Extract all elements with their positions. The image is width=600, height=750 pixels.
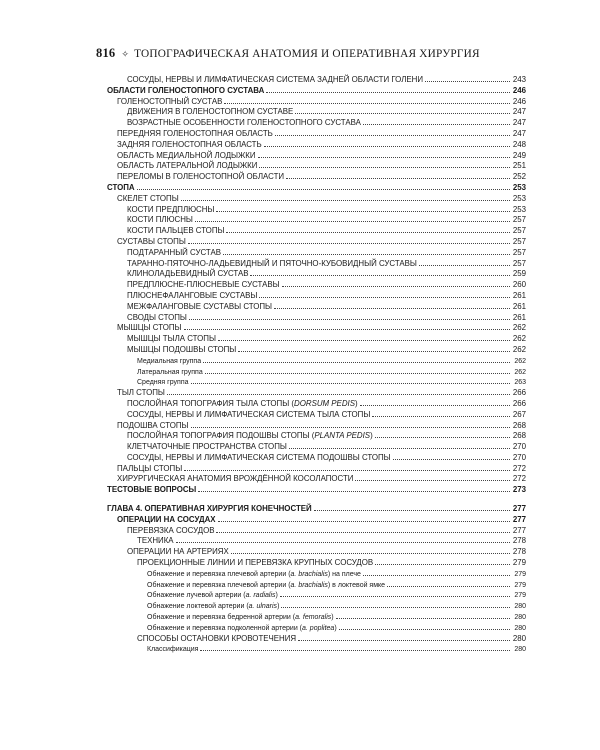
toc-entry-title: КЛЕТЧАТОЧНЫЕ ПРОСТРАНСТВА СТОПЫ [127, 442, 287, 452]
toc-entry[interactable] [107, 268, 526, 279]
toc-entry[interactable] [107, 204, 526, 215]
dot-leader [258, 150, 510, 158]
latin-term: DORSUM PEDIS [294, 398, 355, 408]
toc-page-number: 277 [512, 525, 526, 535]
dot-leader [274, 301, 510, 309]
dot-leader [250, 268, 510, 276]
toc-page-number: 253 [512, 204, 526, 214]
toc-entry[interactable] [107, 171, 526, 182]
toc-entry-title: СВОДЫ СТОПЫ [127, 312, 187, 322]
toc-page-number: 268 [512, 420, 526, 430]
latin-term: a. brachialis [290, 581, 328, 589]
dot-leader [282, 279, 510, 287]
toc-entry-title: ВОЗРАСТНЫЕ ОСОБЕННОСТИ ГОЛЕНОСТОПНОГО СУСТАВА [127, 118, 361, 128]
dot-leader [275, 128, 510, 136]
toc-entry-title: СОСУДЫ, НЕРВЫ И ЛИМФАТИЧЕСКАЯ СИСТЕМА ТЫЛА СТОПЫ [127, 409, 371, 419]
toc-entry[interactable] [107, 150, 526, 161]
dot-leader [259, 160, 510, 168]
toc-entry-title: Обнажение и перевязка плечевой артерии (a. brachialis) на плече [147, 570, 361, 578]
toc-entry[interactable] [107, 441, 526, 452]
toc-entry[interactable] [107, 398, 526, 409]
toc-page-number: 246 [512, 85, 526, 95]
toc-entry[interactable] [107, 344, 526, 355]
toc-entry[interactable] [107, 139, 526, 150]
dot-leader [216, 204, 510, 212]
toc-page-number: 262 [512, 323, 526, 333]
dot-leader [200, 643, 510, 651]
toc-entry-title: Медиальная группа [137, 357, 202, 365]
toc-entry-title: Обнажение и перевязка подколенной артерии (a. poplitea) [147, 624, 337, 632]
dot-leader [224, 96, 510, 104]
toc-entry[interactable] [107, 214, 526, 225]
toc-entry[interactable] [107, 611, 526, 622]
toc-page-number: 252 [512, 172, 526, 182]
toc-entry-title: ПОДТАРАННЫЙ СУСТАВ [127, 247, 222, 257]
dot-leader [181, 193, 510, 201]
toc-entry-title: ТЕСТОВЫЕ ВОПРОСЫ [107, 485, 197, 495]
toc-entry[interactable] [107, 96, 526, 107]
toc-entry[interactable] [107, 236, 526, 247]
toc-entry[interactable] [107, 312, 526, 323]
toc-entry-title: КОСТИ ПАЛЬЦЕВ СТОПЫ [127, 226, 225, 236]
dot-leader [339, 622, 510, 630]
toc-entry[interactable] [107, 568, 526, 579]
toc-page-number: 278 [512, 547, 526, 557]
toc-page-number: 270 [512, 452, 526, 462]
toc-entry-title: ОПЕРАЦИИ НА АРТЕРИЯХ [127, 547, 229, 557]
toc-page-number: 266 [512, 388, 526, 398]
toc-page-number: 277 [512, 504, 526, 514]
toc-entry-title: ПЕРЕВЯЗКА СОСУДОВ [127, 525, 215, 535]
dot-leader [259, 290, 510, 298]
toc-entry-title: СУСТАВЫ СТОПЫ [117, 236, 186, 246]
dot-leader [289, 441, 510, 449]
dot-leader [198, 484, 510, 492]
dot-leader [264, 139, 510, 147]
toc-page-number: 280 [514, 614, 526, 622]
toc-page-number: 268 [512, 431, 526, 441]
running-title: ТОПОГРАФИЧЕСКАЯ АНАТОМИЯ И ОПЕРАТИВНАЯ ХИРУРГИЯ [134, 48, 480, 60]
toc-page-number: 257 [512, 226, 526, 236]
dot-leader [184, 463, 510, 471]
toc-page-number: 259 [512, 269, 526, 279]
toc-entry[interactable] [107, 579, 526, 590]
dot-leader [195, 214, 510, 222]
toc-page-number: 279 [514, 581, 526, 589]
toc-entry-title: Латеральная группа [137, 368, 203, 376]
toc-page-number: 272 [512, 474, 526, 484]
toc-page-number: 257 [512, 258, 526, 268]
latin-term: a. poplitea [302, 624, 335, 632]
dot-leader [360, 398, 510, 406]
toc-page-number: 257 [512, 236, 526, 246]
toc-page-number: 263 [514, 379, 526, 387]
dot-leader [218, 514, 510, 522]
toc-entry-title: СПОСОБЫ ОСТАНОВКИ КРОВОТЕЧЕНИЯ [137, 633, 297, 643]
toc-entry[interactable] [107, 279, 526, 290]
toc-entry-title: ПРОЕКЦИОННЫЕ ЛИНИИ И ПЕРЕВЯЗКА КРУПНЫХ СОСУДОВ [137, 558, 374, 568]
table-of-contents [107, 74, 526, 654]
toc-entry-title: Классификация [147, 646, 199, 654]
toc-entry[interactable] [107, 258, 526, 269]
toc-entry-title: МЫШЦЫ СТОПЫ [117, 323, 182, 333]
toc-entry-title: Обнажение и перевязка бедренной артерии (a. femoralis) [147, 614, 334, 622]
dot-leader [298, 633, 510, 641]
toc-entry-title: ОПЕРАЦИИ НА СОСУДАХ [117, 514, 216, 524]
dot-leader [231, 546, 510, 554]
toc-entry[interactable] [107, 333, 526, 344]
toc-entry[interactable] [107, 376, 526, 387]
toc-entry-title: Средняя группа [137, 379, 189, 387]
toc-entry-title: ТЫЛ СТОПЫ [117, 388, 165, 398]
toc-page-number: 249 [512, 150, 526, 160]
toc-entry-title: ГЛАВА 4. ОПЕРАТИВНАЯ ХИРУРГИЯ КОНЕЧНОСТЕЙ [107, 504, 312, 514]
toc-page-number: 253 [512, 193, 526, 203]
toc-entry-title: Обнажение и перевязка плечевой артерии (a. brachialis) в локтевой ямке [147, 581, 386, 589]
toc-entry[interactable] [107, 409, 526, 420]
toc-entry[interactable] [107, 525, 526, 536]
toc-entry-title: ПЛЮСНЕФАЛАНГОВЫЕ СУСТАВЫ [127, 290, 258, 300]
toc-entry-title: ДВИЖЕНИЯ В ГОЛЕНОСТОПНОМ СУСТАВЕ [127, 107, 294, 117]
page-number: 816 [96, 46, 116, 60]
toc-page-number: 280 [514, 646, 526, 654]
dot-leader [189, 312, 510, 320]
toc-entry-title: СКЕЛЕТ СТОПЫ [117, 193, 179, 203]
toc-entry[interactable] [107, 160, 526, 171]
toc-entry[interactable] [107, 557, 526, 568]
toc-page-number: 260 [512, 280, 526, 290]
toc-page-number: 246 [512, 96, 526, 106]
toc-entry-title: КЛИНОЛАДЬЕВИДНЫЙ СУСТАВ [127, 269, 249, 279]
toc-page-number: 267 [512, 409, 526, 419]
toc-entry[interactable] [107, 622, 526, 633]
toc-entry-title: КОСТИ ПРЕДПЛЮСНЫ [127, 204, 215, 214]
toc-entry[interactable] [107, 600, 526, 611]
toc-entry-title: СТОПА [107, 182, 135, 192]
dot-leader [372, 409, 510, 417]
toc-entry-title: ПЕРЕДНЯЯ ГОЛЕНОСТОПНАЯ ОБЛАСТЬ [117, 128, 273, 138]
latin-term: PLANTA PEDIS [314, 431, 371, 441]
toc-entry-title: ГОЛЕНОСТОПНЫЙ СУСТАВ [117, 96, 223, 106]
toc-page-number: 247 [512, 128, 526, 138]
toc-page-number: 280 [514, 603, 526, 611]
toc-entry[interactable] [107, 514, 526, 525]
toc-entry-title: ПОСЛОЙНАЯ ТОПОГРАФИЯ ТЫЛА СТОПЫ (DORSUM PEDIS) [127, 398, 358, 408]
toc-entry-title: ПОСЛОЙНАЯ ТОПОГРАФИЯ ПОДОШВЫ СТОПЫ (PLANTA PEDIS) [127, 431, 373, 441]
toc-page-number: 262 [514, 368, 526, 376]
latin-term: a. femoralis [295, 614, 332, 622]
toc-page-number: 257 [512, 215, 526, 225]
toc-entry[interactable] [107, 85, 526, 96]
toc-entry-title: ОБЛАСТИ ГОЛЕНОСТОПНОГО СУСТАВА [107, 85, 265, 95]
toc-entry-title: МЫШЦЫ ПОДОШВЫ СТОПЫ [127, 344, 237, 354]
toc-page-number: 248 [512, 139, 526, 149]
toc-entry[interactable] [107, 643, 526, 654]
toc-page-number: 262 [512, 334, 526, 344]
dot-leader [363, 568, 510, 576]
dot-leader [167, 387, 510, 395]
dot-leader [393, 452, 510, 460]
toc-page-number: 261 [512, 312, 526, 322]
toc-entry[interactable] [107, 546, 526, 557]
toc-page-number: 273 [512, 485, 526, 495]
toc-entry[interactable] [107, 633, 526, 644]
toc-entry[interactable] [107, 128, 526, 139]
toc-page-number: 279 [512, 558, 526, 568]
dot-leader [281, 600, 510, 608]
toc-page-number: 261 [512, 290, 526, 300]
toc-entry-title: ЗАДНЯЯ ГОЛЕНОСТОПНАЯ ОБЛАСТЬ [117, 139, 262, 149]
toc-entry-title: ТЕХНИКА [137, 536, 174, 546]
dot-leader [355, 473, 510, 481]
latin-term: a. ulnaris [248, 603, 278, 611]
toc-entry-title: ПЕРЕЛОМЫ В ГОЛЕНОСТОПНОЙ ОБЛАСТИ [117, 172, 285, 182]
toc-entry[interactable] [107, 503, 526, 514]
toc-page-number: 262 [512, 344, 526, 354]
dot-leader [419, 258, 510, 266]
dot-leader [266, 85, 510, 93]
dot-leader [216, 525, 510, 533]
dot-leader [314, 503, 510, 511]
dot-leader [226, 225, 510, 233]
toc-page-number: 261 [512, 301, 526, 311]
latin-term: a. radialis [245, 592, 276, 600]
toc-page-number: 247 [512, 118, 526, 128]
dot-leader [218, 333, 510, 341]
toc-entry[interactable] [107, 193, 526, 204]
toc-entry[interactable] [107, 355, 526, 366]
dot-leader [295, 106, 510, 114]
toc-page-number: 243 [512, 75, 526, 84]
toc-entry-title: ПОДОШВА СТОПЫ [117, 420, 189, 430]
toc-page-number: 278 [512, 536, 526, 546]
dot-leader [280, 589, 510, 597]
toc-entry[interactable] [107, 366, 526, 377]
toc-page-number: 262 [514, 357, 526, 365]
toc-entry[interactable] [107, 473, 526, 484]
toc-entry[interactable] [107, 420, 526, 431]
toc-entry-title: ТАРАННО-ПЯТОЧНО-ЛАДЬЕВИДНЫЙ И ПЯТОЧНО-КУБОВИДНЫЙ СУСТАВЫ [127, 258, 417, 268]
toc-entry[interactable] [107, 535, 526, 546]
toc-page-number: 280 [512, 633, 526, 643]
toc-page-number: 253 [512, 182, 526, 192]
dot-leader [223, 247, 510, 255]
dot-leader [425, 74, 510, 82]
latin-term: a. brachialis [290, 570, 328, 578]
toc-page-number: 251 [512, 161, 526, 171]
toc-entry[interactable] [107, 117, 526, 128]
toc-entry-title: Обнажение лучевой артерии (a. radialis) [147, 592, 278, 600]
section-gap [107, 495, 526, 503]
header-ornament-icon: ✧ [121, 49, 130, 59]
toc-entry-title: СОСУДЫ, НЕРВЫ И ЛИМФАТИЧЕСКАЯ СИСТЕМА ЗАДНЕЙ ОБЛАСТИ ГОЛЕНИ [127, 75, 424, 84]
toc-entry-title: МЕЖФАЛАНГОВЫЕ СУСТАВЫ СТОПЫ [127, 301, 273, 311]
toc-entry[interactable] [107, 484, 526, 495]
dot-leader [176, 535, 510, 543]
toc-page-number: 266 [512, 398, 526, 408]
dot-leader [191, 420, 511, 428]
dot-leader [363, 117, 510, 125]
toc-page-number: 270 [512, 442, 526, 452]
dot-leader [336, 611, 510, 619]
toc-entry-title: МЫШЦЫ ТЫЛА СТОПЫ [127, 334, 216, 344]
toc-entry[interactable] [107, 182, 526, 193]
dot-leader [238, 344, 510, 352]
dot-leader [191, 376, 510, 384]
toc-entry-title: СОСУДЫ, НЕРВЫ И ЛИМФАТИЧЕСКАЯ СИСТЕМА ПОДОШВЫ СТОПЫ [127, 452, 391, 462]
toc-entry-title: КОСТИ ПЛЮСНЫ [127, 215, 193, 225]
toc-page-number: 279 [514, 570, 526, 578]
toc-entry[interactable] [107, 589, 526, 600]
dot-leader [184, 322, 511, 330]
toc-entry[interactable] [107, 463, 526, 474]
toc-entry[interactable] [107, 452, 526, 463]
toc-entry[interactable] [107, 301, 526, 312]
dot-leader [286, 171, 510, 179]
toc-entry[interactable] [107, 106, 526, 117]
dot-leader [375, 430, 510, 438]
toc-entry[interactable] [107, 225, 526, 236]
toc-entry[interactable] [107, 387, 526, 398]
toc-entry[interactable] [107, 74, 526, 85]
toc-page-number: 272 [512, 463, 526, 473]
dot-leader [375, 557, 510, 565]
toc-entry-title: Обнажение локтевой артерии (a. ulnaris) [147, 603, 280, 611]
toc-entry-title: ОБЛАСТЬ МЕДИАЛЬНОЙ ЛОДЫЖКИ [117, 150, 256, 160]
toc-entry[interactable] [107, 247, 526, 258]
toc-entry[interactable] [107, 430, 526, 441]
toc-page-number: 257 [512, 247, 526, 257]
toc-entry-title: ПАЛЬЦЫ СТОПЫ [117, 463, 183, 473]
dot-leader [188, 236, 510, 244]
toc-entry-title: ОБЛАСТЬ ЛАТЕРАЛЬНОЙ ЛОДЫЖКИ [117, 161, 258, 171]
dot-leader [137, 182, 510, 190]
dot-leader [205, 366, 510, 374]
toc-page-number: 277 [512, 514, 526, 524]
page-header [96, 46, 536, 64]
dot-leader [203, 355, 510, 363]
toc-entry-title: ПРЕДПЛЮСНЕ-ПЛЮСНЕВЫЕ СУСТАВЫ [127, 280, 280, 290]
dot-leader [387, 579, 510, 587]
toc-entry-title: ХИРУРГИЧЕСКАЯ АНАТОМИЯ ВРОЖДЁННОЙ КОСОЛАПОСТИ [117, 474, 354, 484]
toc-entry[interactable] [107, 322, 526, 333]
toc-page-number: 247 [512, 107, 526, 117]
toc-page-number: 280 [514, 624, 526, 632]
toc-entry[interactable] [107, 290, 526, 301]
toc-page-number: 279 [514, 592, 526, 600]
